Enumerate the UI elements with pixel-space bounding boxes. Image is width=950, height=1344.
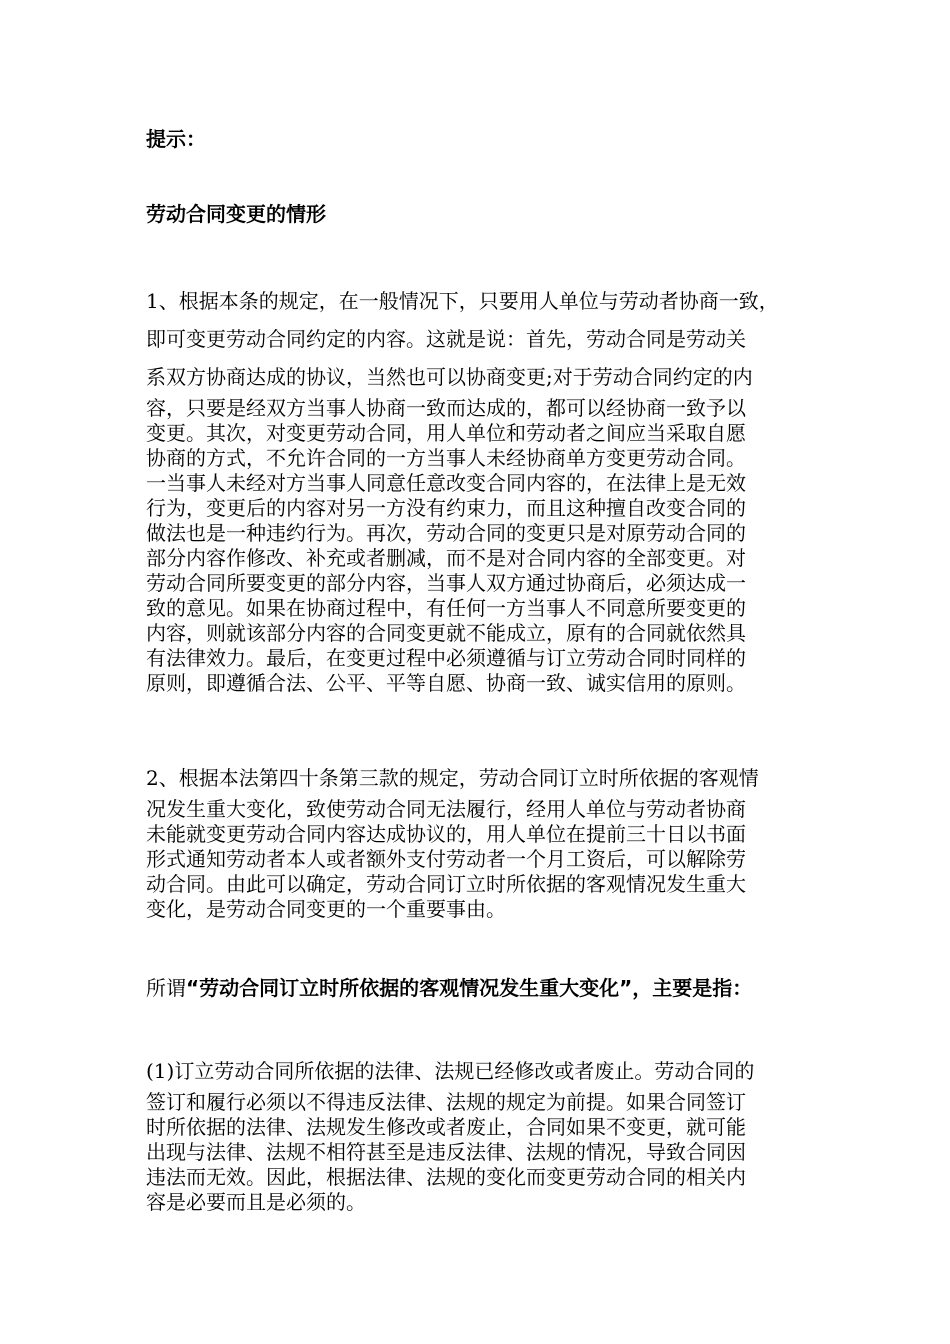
paragraph-line: 行为，变更后的内容对另一方没有约束力，而且这种擅自改变合同的 (146, 496, 746, 520)
paragraph-line: 变更。其次，对变更劳动合同，用人单位和劳动者之间应当采取自愿 (146, 421, 746, 445)
paragraph-line: 一当事人未经对方当事人同意任意改变合同内容的，在法律上是无效 (146, 471, 746, 495)
paragraph-line: 容是必要而且是必须的。 (146, 1190, 366, 1214)
paragraph-line: 出现与法律、法规不相符甚至是违反法律、法规的情况，导致合同因 (146, 1140, 746, 1164)
paragraph-line: 部分内容作修改、补充或者删减，而不是对合同内容的全部变更。对 (146, 546, 746, 570)
paragraph-line: 做法也是一种违约行为。再次，劳动合同的变更只是对原劳动合同的 (146, 521, 746, 545)
paragraph-line: 形式通知劳动者本人或者额外支付劳动者一个月工资后，可以解除劳 (146, 847, 746, 871)
hint-label: 提示： (146, 127, 206, 151)
paragraph-line: 动合同。由此可以确定，劳动合同订立时所依据的客观情况发生重大 (146, 872, 746, 896)
paragraph-line: 2、根据本法第四十条第三款的规定，劳动合同订立时所依据的客观情 (146, 766, 759, 790)
paragraph-line: 未能就变更劳动合同内容达成协议的，用人单位在提前三十日以书面 (146, 822, 746, 846)
section-title: 劳动合同变更的情形 (146, 202, 326, 226)
paragraph-line: 劳动合同所要变更的部分内容，当事人双方通过协商后，必须达成一 (146, 571, 746, 595)
paragraph-line: 1、根据本条的规定，在一般情况下，只要用人单位与劳动者协商一致， (146, 289, 779, 313)
paragraph-1 (146, 282, 816, 696)
paragraph-line: 协商的方式，不允许合同的一方当事人未经协商单方变更劳动合同。 (146, 446, 746, 470)
paragraph-line: 原则，即遵循合法、公平、平等自愿、协商一致、诚实信用的原则。 (146, 671, 746, 695)
paragraph-line: 致的意见。如果在协商过程中，有任何一方当事人不同意所要变更的 (146, 596, 746, 620)
paragraph-line: 签订和履行必须以不得违反法律、法规的规定为前提。如果合同签订 (146, 1090, 746, 1114)
paragraph-line: (1)订立劳动合同所依据的法律、法规已经修改或者废止。劳动合同的 (146, 1059, 755, 1083)
paragraph-2 (146, 759, 816, 922)
paragraph-4 (146, 1052, 816, 1215)
paragraph-line: 违法而无效。因此，根据法律、法规的变化而变更劳动合同的相关内 (146, 1165, 746, 1189)
paragraph-line: 有法律效力。最后，在变更过程中必须遵循与订立劳动合同时同样的 (146, 646, 746, 670)
paragraph-line: 时所依据的法律、法规发生修改或者废止，合同如果不变更，就可能 (146, 1115, 746, 1139)
paragraph-line: 内容，则就该部分内容的合同变更就不能成立，原有的合同就依然具 (146, 621, 746, 645)
paragraph-line: 即可变更劳动合同约定的内容。这就是说：首先，劳动合同是劳动关 (146, 327, 746, 351)
paragraph-3 (146, 975, 816, 1001)
paragraph-line: 变化，是劳动合同变更的一个重要事由。 (146, 897, 506, 921)
paragraph-3-emphasis: “劳动合同订立时所依据的客观情况发生重大变化”，主要是指： (186, 976, 753, 1000)
paragraph-line: 况发生重大变化，致使劳动合同无法履行，经用人单位与劳动者协商 (146, 797, 746, 821)
paragraph-line: 容，只要是经双方当事人协商一致而达成的，都可以经协商一致予以 (146, 396, 746, 420)
paragraph-3-prefix: 所谓 (146, 976, 186, 1000)
paragraph-line: 系双方协商达成的协议，当然也可以协商变更;对于劳动合同约定的内 (146, 365, 753, 389)
